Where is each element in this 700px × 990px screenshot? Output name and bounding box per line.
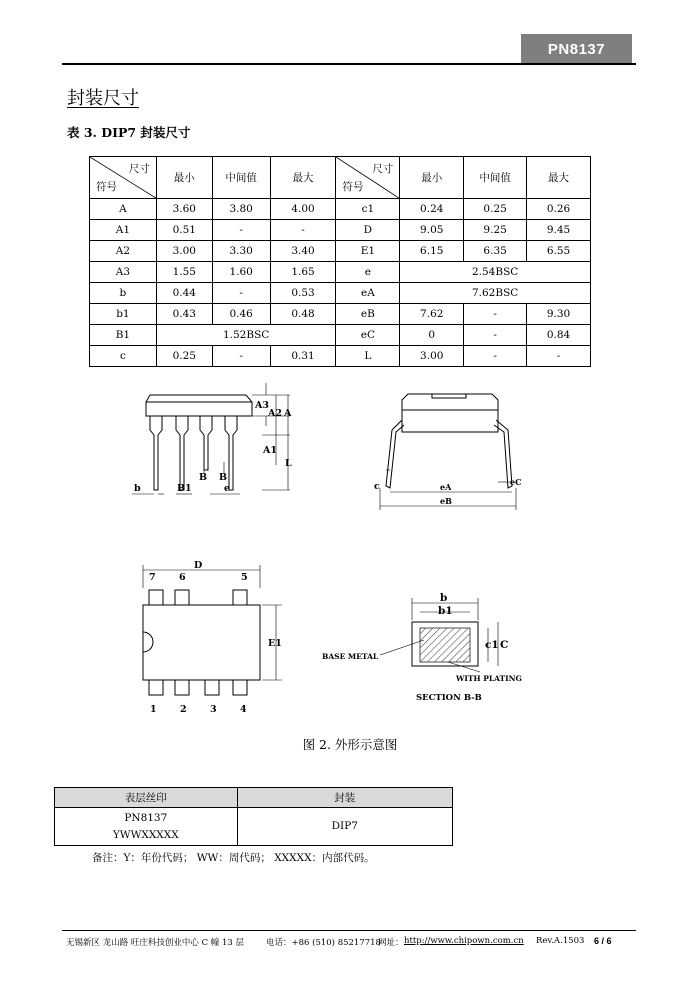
- label-section-bb: SECTION B-B: [416, 693, 482, 703]
- footer-rule: [62, 930, 636, 931]
- col-max: 最大: [270, 157, 336, 199]
- value-cell: 3.40: [270, 241, 336, 262]
- value-cell: 1.60: [212, 262, 270, 283]
- label-eC: eC: [510, 477, 522, 487]
- value-cell: 6.35: [464, 241, 527, 262]
- footer-address: 无锡新区 龙山路 旺庄科技创业中心 C 幢 13 层: [66, 938, 245, 948]
- value-cell: 0.25: [464, 199, 527, 220]
- section-hatch: [421, 629, 470, 662]
- col-mid: 中间值: [464, 157, 527, 199]
- label-B-left: B: [199, 472, 208, 483]
- value-cell: 6.15: [400, 241, 464, 262]
- marking-line-1: PN8137: [124, 811, 168, 824]
- label-D: D: [194, 560, 203, 571]
- value-cell: 3.00: [156, 241, 212, 262]
- value-cell: 1.65: [270, 262, 336, 283]
- symbol-cell: eA: [336, 283, 400, 304]
- col-min: 最小: [156, 157, 212, 199]
- label-c: c: [374, 481, 380, 492]
- value-cell: 1.55: [156, 262, 212, 283]
- symbol-cell: B1: [90, 325, 157, 346]
- value-cell: -: [212, 283, 270, 304]
- label-eA: eA: [440, 482, 452, 492]
- label-A3: A3: [255, 400, 269, 411]
- footer-web-label: 网址：: [378, 938, 404, 948]
- symbol-cell: b1: [90, 304, 157, 325]
- pin-label-1: 1: [150, 704, 157, 715]
- symbol-cell: A2: [90, 241, 157, 262]
- label-with-plating: WITH PLATING: [456, 674, 522, 683]
- value-cell: -: [464, 346, 527, 367]
- col-min: 最小: [400, 157, 464, 199]
- value-cell: 0.48: [270, 304, 336, 325]
- section-title: 封装尺寸: [67, 88, 139, 109]
- label-A2: A2: [268, 408, 282, 419]
- symbol-cell: L: [336, 346, 400, 367]
- value-cell: 3.00: [400, 346, 464, 367]
- header-corner-cell: 尺寸 符号: [336, 157, 400, 199]
- value-cell: -: [464, 325, 527, 346]
- label-eB: eB: [440, 496, 452, 506]
- label-b: b: [134, 483, 141, 494]
- pin-label-7: 7: [149, 572, 156, 583]
- page-number: 6 / 6: [594, 936, 612, 946]
- header-corner-cell: 尺寸 符号: [90, 157, 157, 199]
- footer-website-link[interactable]: http://www.chipown.com.cn: [404, 936, 524, 946]
- value-cell: 3.30: [212, 241, 270, 262]
- value-cell: -: [270, 220, 336, 241]
- marking-line-2: YWWXXXXX: [112, 828, 179, 841]
- label-base-metal: BASE METAL: [322, 652, 379, 661]
- value-cell: 0.43: [156, 304, 212, 325]
- label-L: L: [285, 458, 292, 469]
- pin-label-3: 3: [210, 704, 217, 715]
- end-view-drawing: [380, 394, 516, 510]
- label-A: A: [284, 408, 292, 419]
- label-e: e: [224, 483, 231, 494]
- symbol-cell: c1: [336, 199, 400, 220]
- pin-label-2: 2: [180, 704, 187, 715]
- label-B-right: B: [219, 472, 228, 483]
- marking-cell: [55, 808, 238, 846]
- value-cell: 0.44: [156, 283, 212, 304]
- value-cell: 0.25: [156, 346, 212, 367]
- value-cell: -: [212, 346, 270, 367]
- section-label-b: b: [440, 592, 448, 604]
- value-cell: 0.24: [400, 199, 464, 220]
- value-cell: 1.52BSC: [156, 325, 336, 346]
- package-col-header: 封装: [237, 788, 452, 808]
- value-cell: 9.05: [400, 220, 464, 241]
- value-cell: 0.26: [527, 199, 591, 220]
- package-cell: DIP7: [237, 808, 452, 846]
- label-B1: B1: [177, 483, 192, 494]
- footer-phone: 电话：+86 (510) 85217718: [266, 938, 381, 948]
- section-label-c: C: [500, 639, 509, 651]
- symbol-cell: A3: [90, 262, 157, 283]
- value-cell: 0.84: [527, 325, 591, 346]
- value-cell: 0.51: [156, 220, 212, 241]
- marking-note: 备注：Y：年份代码； WW：周代码； XXXXX：内部代码。: [92, 852, 375, 864]
- value-cell: 3.60: [156, 199, 212, 220]
- footer-revision: Rev.A.1503: [536, 936, 585, 946]
- value-cell: -: [464, 304, 527, 325]
- value-cell: 0.46: [212, 304, 270, 325]
- value-cell: 7.62: [400, 304, 464, 325]
- value-cell: -: [527, 346, 591, 367]
- label-E1: E1: [268, 638, 282, 649]
- value-cell: 0.31: [270, 346, 336, 367]
- value-cell: 2.54BSC: [400, 262, 591, 283]
- value-cell: -: [212, 220, 270, 241]
- symbol-cell: A1: [90, 220, 157, 241]
- pin-label-4: 4: [240, 704, 247, 715]
- top-view-drawing: [143, 565, 282, 695]
- symbol-cell: A: [90, 199, 157, 220]
- marking-col-header: 表层丝印: [55, 788, 238, 808]
- label-A1: A1: [263, 445, 277, 456]
- section-label-c1: c1: [485, 639, 499, 651]
- section-label-b1: b1: [438, 605, 453, 617]
- value-cell: 0: [400, 325, 464, 346]
- value-cell: 7.62BSC: [400, 283, 591, 304]
- figure-caption: 图 2. 外形示意图: [302, 737, 398, 752]
- value-cell: 0.53: [270, 283, 336, 304]
- value-cell: 9.45: [527, 220, 591, 241]
- symbol-cell: E1: [336, 241, 400, 262]
- symbol-cell: eB: [336, 304, 400, 325]
- value-cell: 9.25: [464, 220, 527, 241]
- pin-label-5: 5: [241, 572, 248, 583]
- marking-table: [54, 787, 453, 846]
- symbol-cell: e: [336, 262, 400, 283]
- value-cell: 4.00: [270, 199, 336, 220]
- table-caption: 表 3. DIP7 封装尺寸: [67, 125, 191, 140]
- symbol-cell: c: [90, 346, 157, 367]
- col-mid: 中间值: [212, 157, 270, 199]
- symbol-cell: b: [90, 283, 157, 304]
- symbol-cell: eC: [336, 325, 400, 346]
- value-cell: 6.55: [527, 241, 591, 262]
- symbol-cell: D: [336, 220, 400, 241]
- value-cell: 9.30: [527, 304, 591, 325]
- pin-label-6: 6: [179, 572, 186, 583]
- col-max: 最大: [527, 157, 591, 199]
- part-number-badge: PN8137: [521, 34, 632, 64]
- value-cell: 3.80: [212, 199, 270, 220]
